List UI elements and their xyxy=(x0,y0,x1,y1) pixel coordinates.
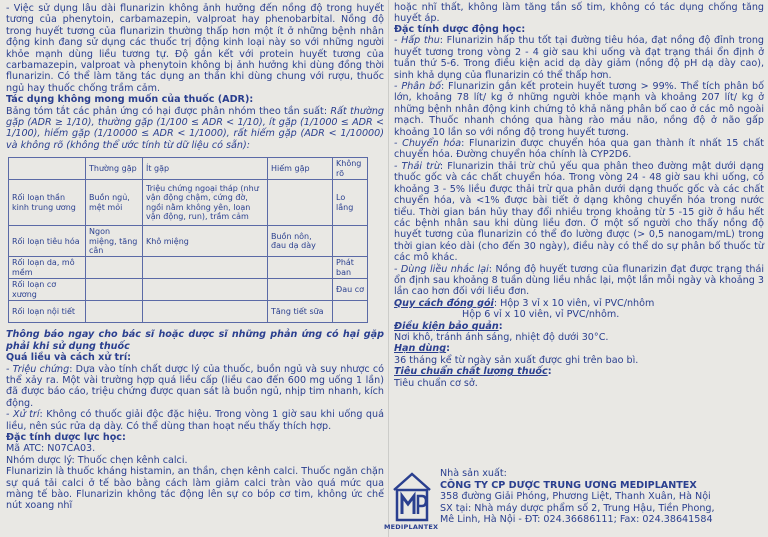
manufacturer-label: Nhà sản xuất: xyxy=(440,468,507,479)
table-cell: Rối loạn da, mô mềm xyxy=(9,257,86,279)
storage-text: Nơi khô, tránh ánh sáng, nhiệt độ dưới 30°C. xyxy=(394,331,609,343)
elimination-paragraph xyxy=(394,161,764,264)
storage-heading: Điều kiện bảo quản: xyxy=(394,320,503,332)
page-fold xyxy=(388,0,389,537)
right-column xyxy=(394,22,764,389)
repeat-label: - Dùng liều nhắc lại xyxy=(394,263,489,275)
adr-intro xyxy=(6,106,384,152)
pharmacokinetics-heading: Đặc tính dược động học: xyxy=(394,24,526,35)
adr-intro-plain: Bảng tóm tắt các phản ứng có hại được phân nhóm theo tần suất: xyxy=(6,105,331,117)
metabolism-paragraph xyxy=(394,138,764,161)
address-line-3: Mê Linh, Hà Nội - ĐT: 024.36686111; Fax: 024.38641584 xyxy=(440,514,713,526)
adr-heading: Tác dụng không mong muốn của thuốc (ADR): xyxy=(6,94,254,106)
elimination-text: : Flunarizin thải trừ chủ yếu qua phân theo đường mật dưới dạng thuốc gốc và các chất chuyển hóa. Trong vòng 24 - 48 giờ sau khi uống, có khoảng 3 - 5% liều được thải trừ qua phân dưới dạng thuốc gốc và các chất chuyển hóa, và <1% được bài tiết ở dạng không chuyển hóa trong nước tiểu. Thời gian bán hủy thay đổi nhiều trong khoảng từ 5 -15 giờ ở hầu hết các bệnh nhân sau khi dùng liều đơn. Ở một số người cho thấy nồng độ huyết tương của flunarizin có thể đo lường được (> 0,5 nanogam/mL) trong thời gian kéo dài (cho đến 30 ngày), điều này có thể do sự phân bố thuốc từ các mô khác. xyxy=(394,160,764,264)
table-cell xyxy=(143,279,268,301)
absorption-label: - Hấp thu xyxy=(394,35,440,47)
standard-heading: Tiêu chuẩn chất lượng thuốc: xyxy=(394,366,552,378)
table-header-row xyxy=(9,158,368,180)
table-cell: Triệu chứng ngoại tháp (như vận động chậm, cứng đờ, ngồi nằm không yên, loạn vận động, run), trầm cảm xyxy=(143,180,268,226)
packaging-label: Quy cách đóng gói xyxy=(394,297,494,309)
pharmacologic-group: Nhóm dược lý: Thuốc chẹn kênh calci. xyxy=(6,454,188,466)
table-cell: Lo lắng xyxy=(333,180,368,226)
table-row xyxy=(9,279,368,301)
distribution-text: : Flunarizin gắn kết protein huyết tương > 99%. Thể tích phân bố lớn, khoảng 78 lít/ kg ở những người khỏe mạnh và khoảng 207 lít/ kg ở những bệnh nhân động kinh chứng tỏ khả năng phân bố cao ở các mô ngoài mạch. Thuốc nhanh chóng qua hàng rào máu não, nồng độ ở não gấp khoảng 10 lần so với nồng độ trong huyết tương. xyxy=(394,81,764,138)
overdose-heading: Quá liều và cách xử trí: xyxy=(6,352,131,364)
table-cell xyxy=(86,257,143,279)
table-cell xyxy=(268,257,333,279)
symptoms-label: - Triệu chứng xyxy=(6,363,70,375)
table-header-cell: Thường gặp xyxy=(86,158,143,180)
absorption-text: : Flunarizin hấp thu tốt tại đường tiêu hóa, đạt nồng độ đỉnh trong huyết tương trong vòng 2 - 4 giờ sau khi uống và đạt trạng thái ổn định ở tuần thứ 5-6. Trong điều kiện acid dạ dày giảm (nồng độ pH dạ dày cao), sinh khả dụng của flunarizin có thể thấp hơn. xyxy=(394,35,765,81)
standard-label: Tiêu chuẩn chất lượng thuốc xyxy=(394,366,548,378)
distribution-label: - Phân bố xyxy=(394,81,441,93)
standard-text: Tiêu chuẩn cơ sở. xyxy=(394,377,478,389)
table-cell: Buồn ngủ, mệt mỏi xyxy=(86,180,143,226)
absorption-paragraph xyxy=(394,35,764,81)
expiry-label: Hạn dùng xyxy=(394,343,447,355)
manufacturer-block xyxy=(440,468,760,526)
table-cell: Rối loạn tiêu hóa xyxy=(9,226,86,257)
repeat-text: : Nồng độ huyết tương của flunarizin đạt được trạng thái ổn định sau khoảng 8 tuần dùng liều nhắc lại, một lần mỗi ngày và khoảng 3 lần cao hơn đối với liều đơn. xyxy=(394,263,764,298)
adr-table xyxy=(8,157,368,323)
storage-label: Điều kiện bảo quản xyxy=(394,320,499,332)
elimination-label: - Thải trừ xyxy=(394,160,440,172)
symptoms-text: : Dựa vào tính chất dược lý của thuốc, buồn ngủ và suy nhược có thể xảy ra. Một vài trường hợp quá liều cấp (liều cao đến 600 mg uống 1 lần) đã được báo cáo, triệu chứng được quan sát là buồn ngủ, nhịp tim nhanh, kích động. xyxy=(6,363,384,409)
table-header-cell: Không rõ xyxy=(333,158,368,180)
treatment-text: : Không có thuốc giải độc đặc hiệu. Trong vòng 1 giờ sau khi uống quá liều, nên súc rửa dạ dày. Có thể dùng than hoạt nếu thấy thích hợp. xyxy=(6,409,384,432)
table-cell xyxy=(86,301,143,323)
overdose-treatment xyxy=(6,409,384,432)
table-row xyxy=(9,226,368,257)
treatment-label: - Xử trí xyxy=(6,409,40,421)
overdose-symptoms xyxy=(6,364,384,410)
packaging-line-2: Hộp 6 vỉ x 10 viên, vỉ PVC/nhôm. xyxy=(462,309,620,321)
table-cell: Rối loạn nội tiết xyxy=(9,301,86,323)
left-column xyxy=(6,3,384,512)
logo-wordmark: MEDIPLANTEX xyxy=(384,523,439,531)
metabolism-label: - Chuyển hóa xyxy=(394,138,462,150)
repeat-dose-paragraph xyxy=(394,264,764,298)
table-header-cell: Ít gặp xyxy=(143,158,268,180)
table-cell xyxy=(86,279,143,301)
table-cell xyxy=(143,301,268,323)
table-header-cell xyxy=(9,158,86,180)
expiry-heading: Hạn dùng: xyxy=(394,343,450,355)
table-row xyxy=(9,257,368,279)
report-notice: Thông báo ngay cho bác sĩ hoặc dược sĩ những phản ứng có hại gặp phải khi sử dụng thuốc xyxy=(6,329,384,352)
table-row xyxy=(9,180,368,226)
atc-code: Mã ATC: N07CA03. xyxy=(6,443,96,455)
table-row xyxy=(9,301,368,323)
table-cell xyxy=(268,180,333,226)
distribution-paragraph xyxy=(394,81,764,138)
logo-icon xyxy=(391,470,433,522)
address-line-2: SX tại: Nhà máy dược phẩm số 2, Trung Hậu, Tiền Phong, xyxy=(440,502,715,514)
table-cell: Tăng tiết sữa xyxy=(268,301,333,323)
table-cell: Đau cơ xyxy=(333,279,368,301)
table-cell xyxy=(143,257,268,279)
pharmacodynamics-heading: Đặc tính dược lực học: xyxy=(6,431,126,443)
table-cell: Buồn nôn, đau dạ dày xyxy=(268,226,333,257)
expiry-text: 36 tháng kể từ ngày sản xuất được ghi trên bao bì. xyxy=(394,354,639,366)
adr-intro-italic: Rất thường gặp (ADR ≥ 1/10), thường gặp (1/100 ≤ ADR < 1/10), ít gặp (1/1000 ≤ ADR < 1/100), hiếm gặp (1/10000 ≤ ADR < 1/1000), rất hiếm gặp (ADR < 1/10000) và không rõ (không thể ước tính từ dữ liệu có sẵn): xyxy=(6,105,384,151)
address-line-1: 358 đường Giải Phóng, Phương Liệt, Thanh Xuân, Hà Nội xyxy=(440,491,711,503)
table-cell: Rối loạn thần kinh trung ương xyxy=(9,180,86,226)
pharmacodynamics-text: Flunarizin là thuốc kháng histamin, an thần, chẹn kênh calci. Thuốc ngăn chặn sự quá tải calci ở tế bào bằng cách làm giảm calci tràn vào quá mức qua màng tế bào. Flunarizin không tác động lên sự co bóp cơ tim, không ức chế nút xoang nhĩ xyxy=(6,466,384,512)
packaging-1: : Hộp 3 vỉ x 10 viên, vỉ PVC/nhôm xyxy=(493,297,655,309)
table-cell: Rối loạn cơ xương xyxy=(9,279,86,301)
interaction-paragraph: - Việc sử dụng lâu dài flunarizin không ảnh hưởng đến nồng độ trong huyết tương của phenytoin, carbamazepin, valproat hay phenobarbital. Nồng độ trong huyết tương của flunarizin thường thấp hơn một ít ở những bệnh nhân động kinh đang sử dụng các thuốc trị động kinh loại này so với những người khỏe mạnh dùng liều tương tự. Độ gắn kết với protein huyết tương của carbamazepin, valproat và phenytoin không bị ảnh hưởng khi dùng đồng thời flunarizin. Có thể làm tăng tác dụng an thần khi dùng chung với rượu, thuốc ngủ hay thuốc chống trầm cảm. xyxy=(6,3,384,94)
table-cell xyxy=(333,301,368,323)
table-cell: Ngon miệng, tăng cân xyxy=(86,226,143,257)
continuation-text: hoặc nhĩ thất, không làm tăng tần số tim, không có tác dụng chống tăng huyết áp. xyxy=(394,2,764,25)
packaging-line xyxy=(394,298,764,309)
table-cell xyxy=(268,279,333,301)
table-cell: Khô miệng xyxy=(143,226,268,257)
table-header-cell: Hiếm gặp xyxy=(268,158,333,180)
company-name: CÔNG TY CP DƯỢC TRUNG ƯƠNG MEDIPLANTEX xyxy=(440,479,697,491)
table-cell: Phát ban xyxy=(333,257,368,279)
table-cell xyxy=(333,226,368,257)
metabolism-text: : Flunarizin được chuyển hóa qua gan thành ít nhất 15 chất chuyển hóa. Đường chuyển hóa chính là CYP2D6. xyxy=(394,138,764,161)
